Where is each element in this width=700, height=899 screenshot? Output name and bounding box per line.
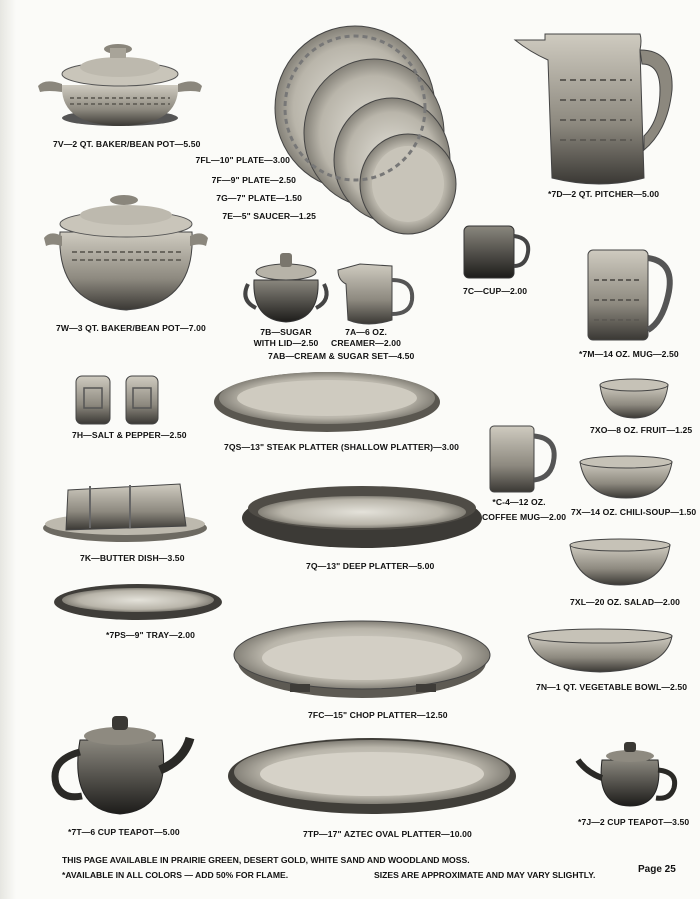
caption-plate-10: 7FL—10" PLATE—3.00	[195, 155, 290, 165]
caption-sugar-1: 7B—SUGAR	[260, 327, 312, 337]
caption-cream-sugar-set: 7AB—CREAM & SUGAR SET—4.50	[268, 351, 415, 361]
caption-chili-soup: 7X—14 OZ. CHILI-SOUP—1.50	[571, 507, 697, 517]
creamer-image	[338, 264, 412, 324]
caption-creamer-1: 7A—6 OZ.	[345, 327, 387, 337]
sugar-bowl-image	[245, 253, 326, 322]
deep-platter-image	[242, 486, 482, 548]
footer-flame-note: *AVAILABLE IN ALL COLORS — ADD 50% FOR FLAME.	[62, 870, 289, 880]
caption-baker-2qt: 7V—2 QT. BAKER/BEAN POT—5.50	[53, 139, 201, 149]
caption-steak-platter: 7QS—13" STEAK PLATTER (SHALLOW PLATTER)—3.00	[224, 442, 459, 452]
caption-mug-14: *7M—14 OZ. MUG—2.50	[579, 349, 679, 359]
chop-plate-image	[234, 621, 490, 698]
caption-baker-3qt: 7W—3 QT. BAKER/BEAN POT—7.00	[56, 323, 206, 333]
cup-image	[464, 226, 528, 278]
caption-coffee-mug-2: COFFEE MUG—2.00	[482, 512, 567, 522]
oval-platter-image	[228, 738, 516, 814]
caption-teapot-2: *7J—2 CUP TEAPOT—3.50	[578, 817, 690, 827]
baker-3qt-image	[44, 195, 208, 310]
chili-soup-bowl-image	[580, 456, 672, 498]
pitcher-image	[515, 34, 672, 184]
tray-image	[54, 584, 222, 620]
salad-bowl-image	[570, 539, 670, 585]
mug-14oz-image	[588, 250, 670, 340]
coffee-mug-image	[490, 426, 554, 492]
plates-set-image	[275, 26, 456, 234]
teapot-2cup-image	[578, 742, 675, 806]
caption-creamer-2: CREAMER—2.00	[331, 338, 401, 348]
caption-teapot-6: *7T—6 CUP TEAPOT—5.00	[68, 827, 180, 837]
fruit-bowl-image	[600, 379, 668, 418]
caption-sugar-2: WITH LID—2.50	[253, 338, 319, 348]
vegetable-bowl-image	[528, 629, 672, 672]
caption-tray: *7PS—9" TRAY—2.00	[106, 630, 196, 640]
teapot-6cup-image	[55, 716, 190, 814]
butter-dish-image	[43, 484, 207, 542]
footer-sizes-note: SIZES ARE APPROXIMATE AND MAY VARY SLIGHTLY.	[374, 870, 596, 880]
caption-salt-pepper: 7H—SALT & PEPPER—2.50	[72, 430, 187, 440]
caption-vegetable-bowl: 7N—1 QT. VEGETABLE BOWL—2.50	[536, 682, 688, 692]
steak-platter-image	[214, 372, 440, 432]
page-number: Page 25	[638, 864, 676, 875]
baker-2qt-image	[38, 44, 202, 126]
caption-oval-platter: 7TP—17" AZTEC OVAL PLATTER—10.00	[303, 829, 472, 839]
footer-colors-note: THIS PAGE AVAILABLE IN PRAIRIE GREEN, DESERT GOLD, WHITE SAND AND WOODLAND MOSS.	[62, 855, 470, 865]
caption-salad: 7XL—20 OZ. SALAD—2.00	[570, 597, 681, 607]
salt-pepper-image	[76, 376, 158, 424]
caption-chop-plate: 7FC—15" CHOP PLATTER—12.50	[308, 710, 448, 720]
caption-butter-dish: 7K—BUTTER DISH—3.50	[80, 553, 185, 563]
caption-saucer-5: 7E—5" SAUCER—1.25	[222, 211, 316, 221]
caption-pitcher: *7D—2 QT. PITCHER—5.00	[548, 189, 660, 199]
caption-plate-7: 7G—7" PLATE—1.50	[216, 193, 302, 203]
caption-deep-platter: 7Q—13" DEEP PLATTER—5.00	[306, 561, 435, 571]
caption-cup: 7C—CUP—2.00	[463, 286, 528, 296]
caption-fruit: 7XO—8 OZ. FRUIT—1.25	[590, 425, 693, 435]
caption-coffee-mug-1: *C-4—12 OZ.	[492, 497, 546, 507]
caption-plate-9: 7F—9" PLATE—2.50	[211, 175, 296, 185]
